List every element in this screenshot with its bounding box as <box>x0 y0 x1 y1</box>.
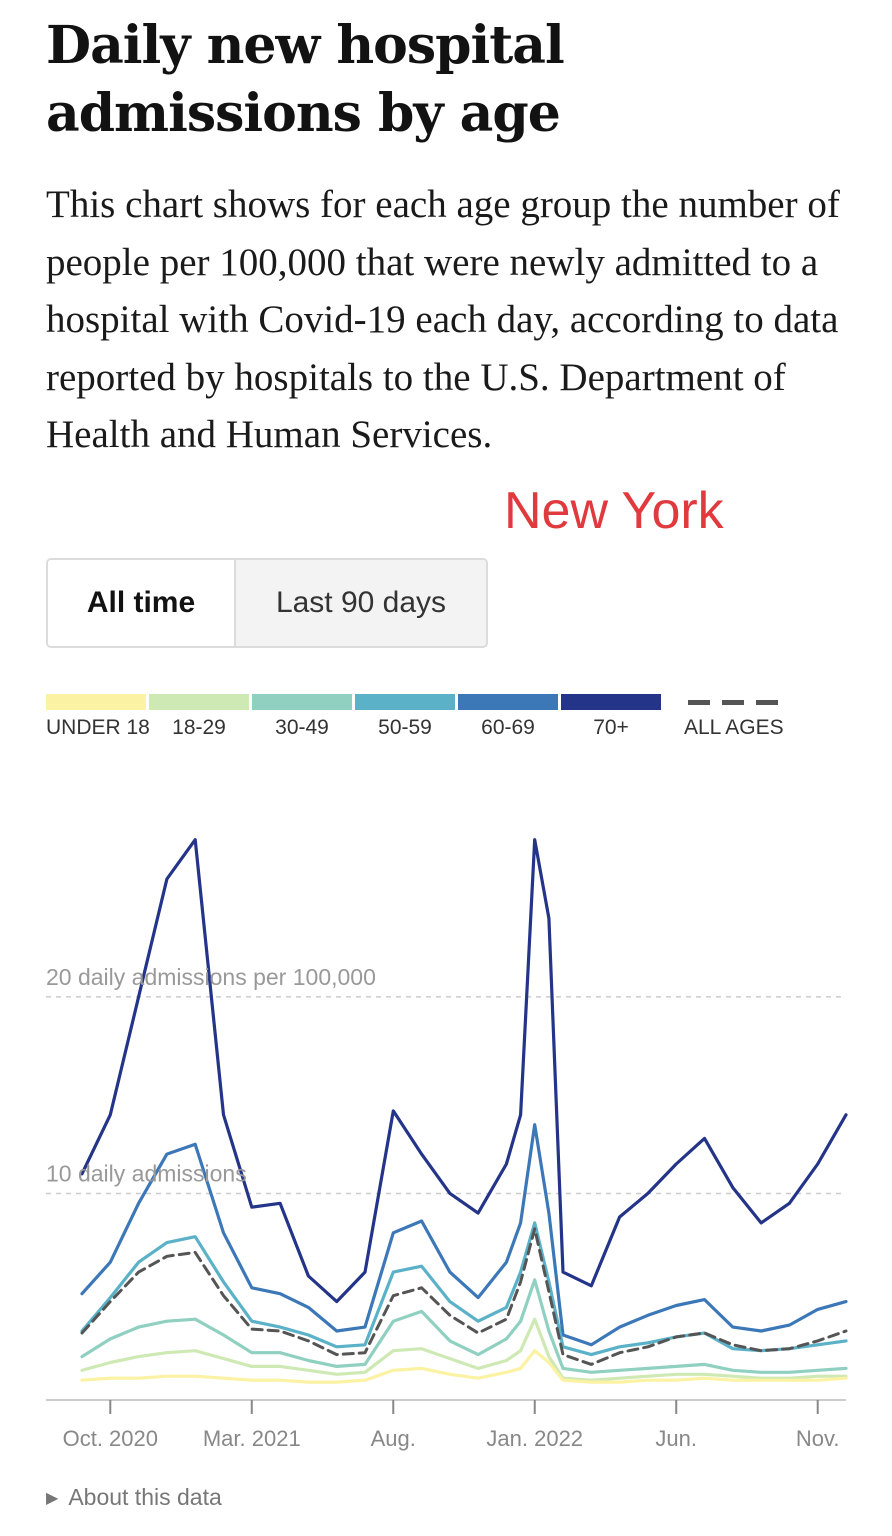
legend-label-0: UNDER 18 <box>46 716 150 739</box>
legend-swatch-3 <box>355 694 455 710</box>
x-tick-label-3: Jan. 2022 <box>486 1426 584 1451</box>
legend-swatch-1 <box>149 694 249 710</box>
last-90-days-button[interactable]: Last 90 days <box>234 560 486 646</box>
legend-all-ages-dash <box>756 700 778 705</box>
legend-label-2: 30-49 <box>275 716 329 739</box>
series-line-70- <box>82 840 846 1302</box>
series-line-50-59 <box>82 1223 846 1355</box>
x-tick-label-5: Nov. <box>795 1426 840 1451</box>
admissions-line-chart <box>0 790 892 1480</box>
legend-label-3: 50-59 <box>378 716 432 739</box>
x-tick-label-4: Jun. <box>655 1426 698 1451</box>
legend-label-all-ages: ALL AGES <box>684 716 784 739</box>
legend-swatch-2 <box>252 694 352 710</box>
about-data-toggle[interactable] <box>46 1484 222 1511</box>
legend-all-ages-dash <box>722 700 744 705</box>
series-line-all-ages <box>82 1229 846 1365</box>
legend-label-4: 60-69 <box>481 716 535 739</box>
time-range-toggle <box>46 558 488 648</box>
legend-label-1: 18-29 <box>172 716 226 739</box>
legend-all-ages-dash <box>688 700 710 705</box>
location-overlay-text: New York <box>504 482 724 540</box>
x-tick-label-1: Mar. 2021 <box>202 1426 301 1451</box>
gridline-label-0: 20 daily admissions per 100,000 <box>46 963 376 990</box>
legend-label-5: 70+ <box>593 716 629 739</box>
legend-swatch-0 <box>46 694 146 710</box>
gridline-label-1: 10 daily admissions <box>46 1160 247 1187</box>
legend-swatch-4 <box>458 694 558 710</box>
x-tick-label-0: Oct. 2020 <box>62 1426 158 1451</box>
all-time-button[interactable]: All time <box>48 560 234 646</box>
about-data-label: About this data <box>68 1484 222 1510</box>
chart-description: This chart shows for each age group the number of people per 100,000 that were newly admitted to a hospital with Covid-19 each day, according to data reported by hospitals to the U.S. Department of Health and Human Services. <box>46 183 840 456</box>
chart-legend <box>0 690 892 750</box>
triangle-right-icon: ▶ <box>46 1489 59 1507</box>
chart-title: Daily new hospital admissions by age <box>46 15 564 144</box>
x-tick-label-2: Aug. <box>370 1426 416 1451</box>
legend-swatch-5 <box>561 694 661 710</box>
